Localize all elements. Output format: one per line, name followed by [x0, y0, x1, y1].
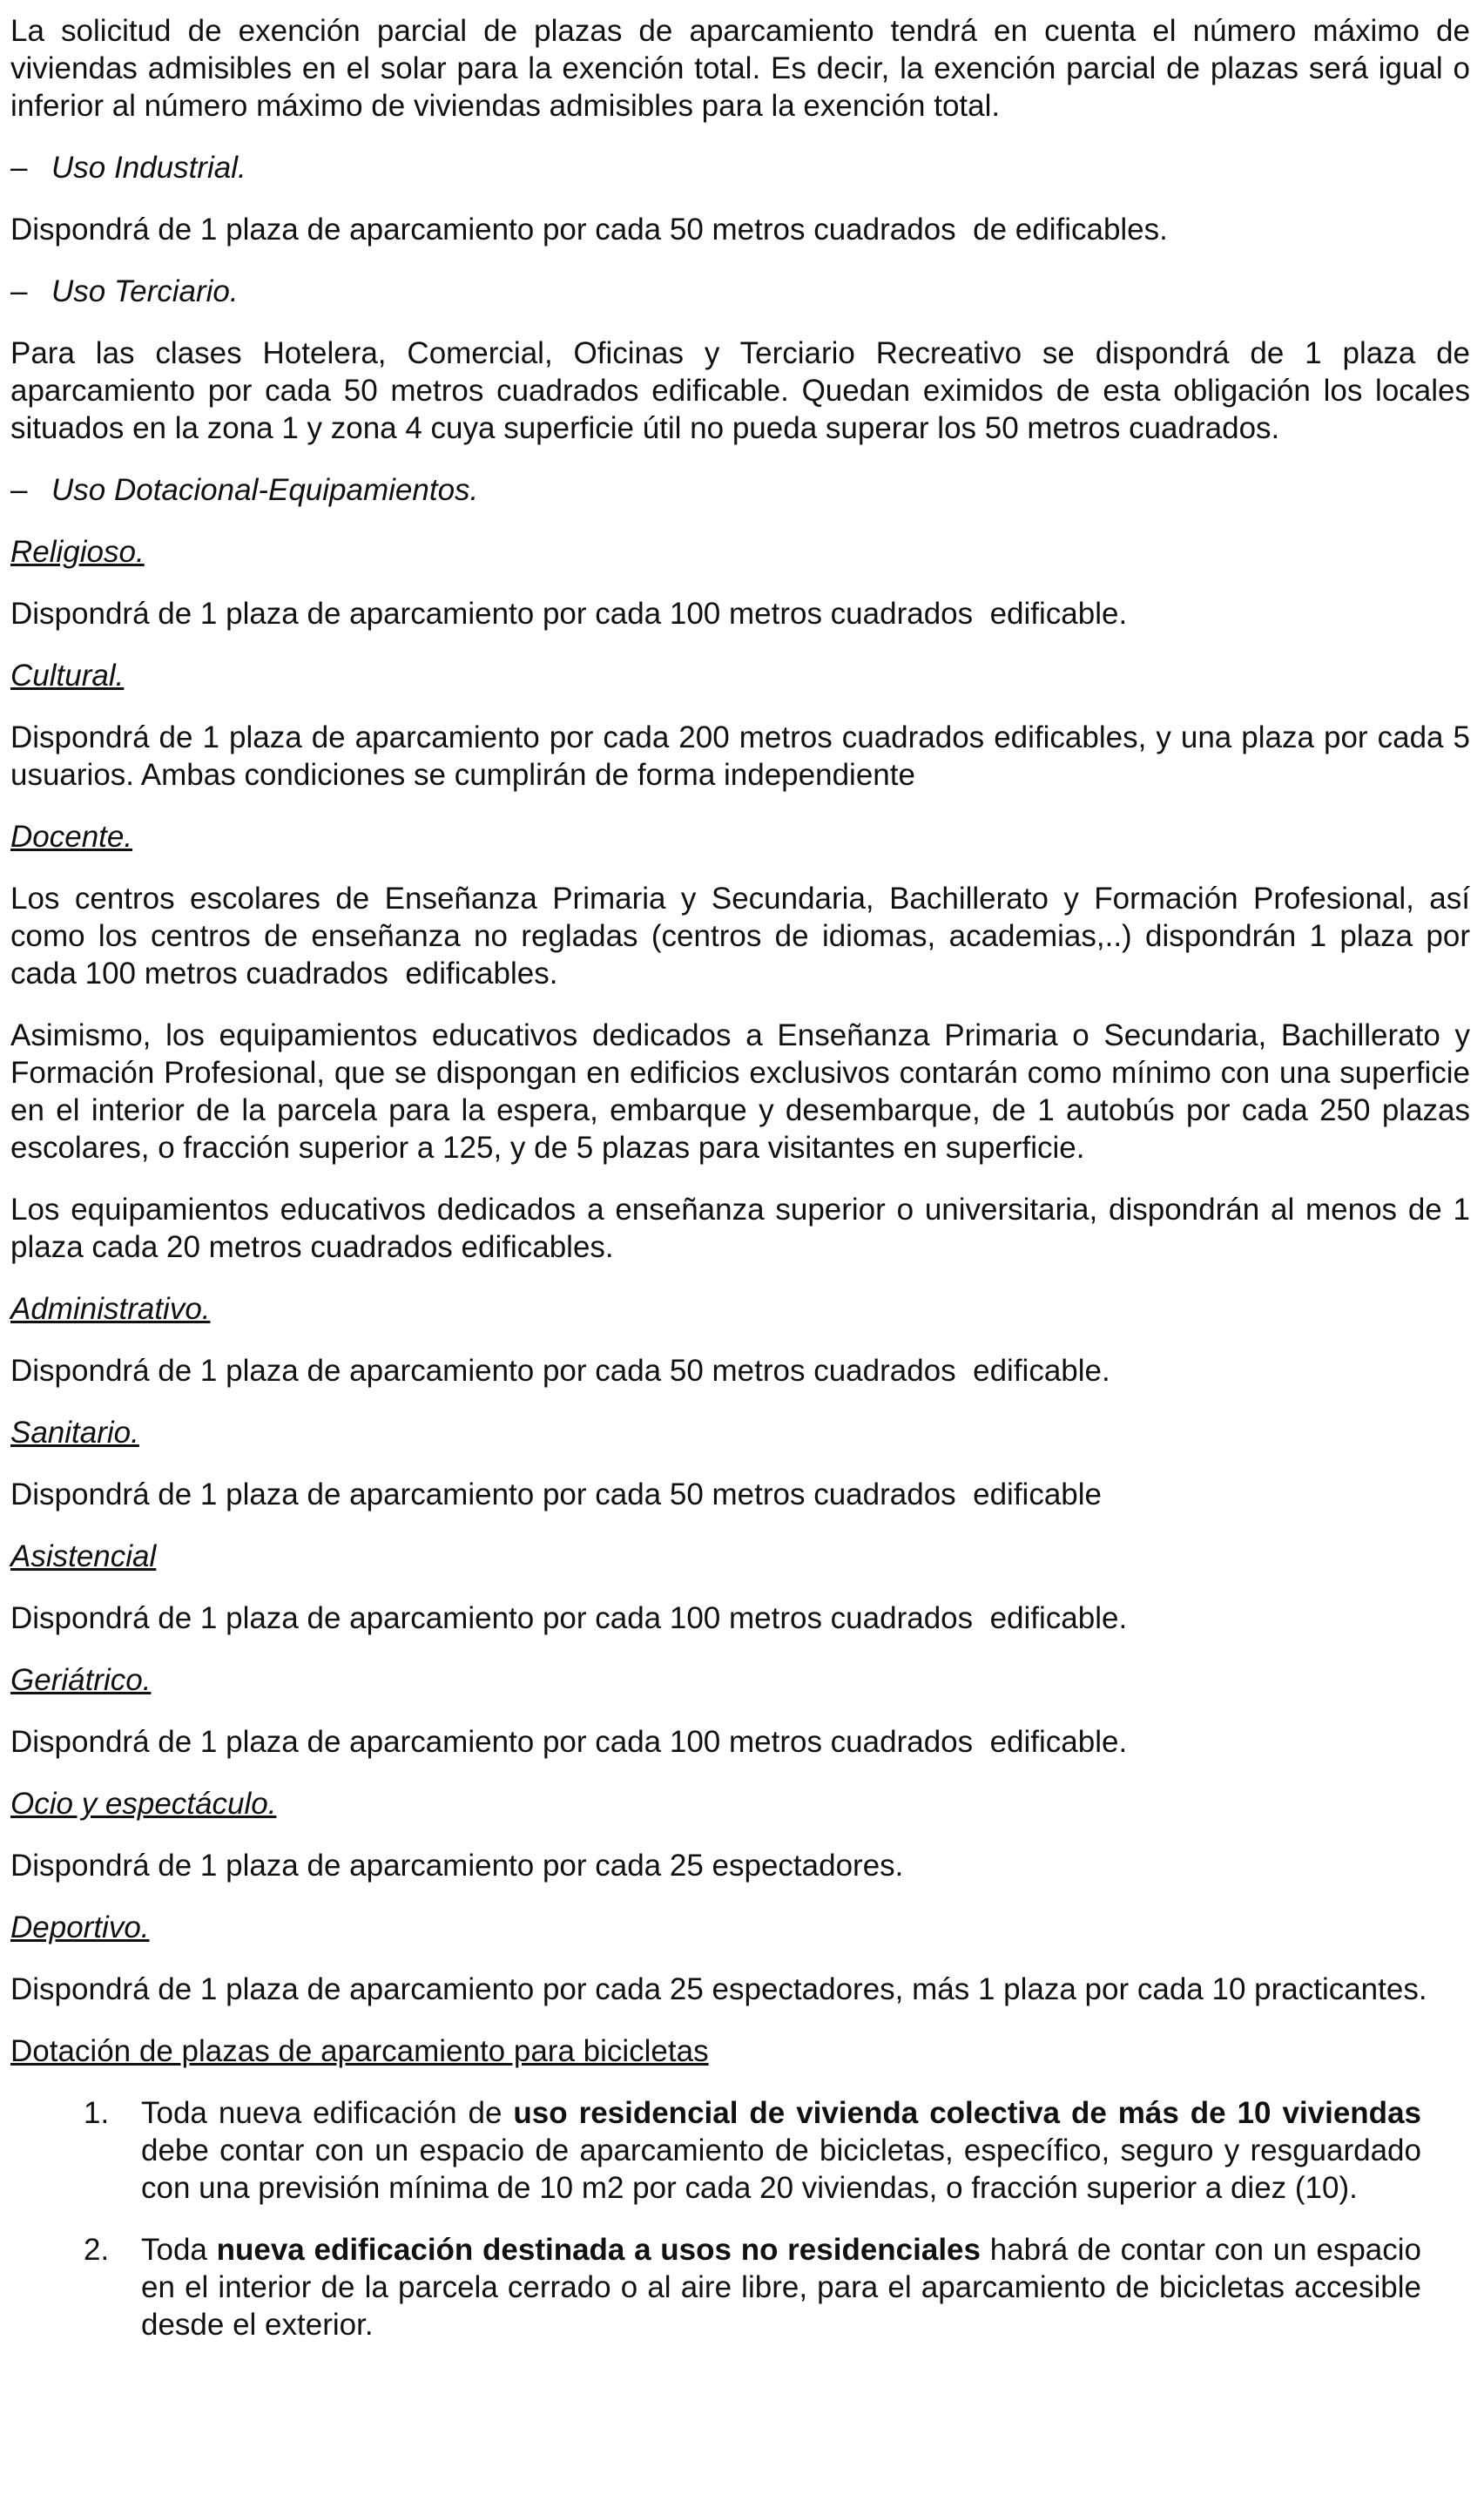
subsection-title-geriatrico: Geriátrico.: [10, 1663, 152, 1697]
administrativo-rule-paragraph: Dispondrá de 1 plaza de aparcamiento por cada 50 metros cuadrados edificable.: [10, 1354, 1110, 1388]
list-number: 1.: [84, 2096, 110, 2130]
text-segment: Toda: [141, 2233, 217, 2267]
ocio-rule-paragraph: Dispondrá de 1 plaza de aparcamiento por cada 25 espectadores.: [10, 1849, 904, 1883]
docente-rule-paragraph-2: Asimismo, los equipamientos educativos dedicados a Enseñanza Primaria o Secundaria, Bachillerato y Formación Profesional, que se dispongan en edificios exclusivos contarán como mínimo con una superficie en el interior de la parcela para la espera, embarque y desembarque, de 1 autobús por cada 250 plazas escolares, o fracción superior a 125, y de 5 plazas para visitantes en superficie.: [10, 1018, 1479, 1165]
dash-marker: –: [10, 473, 28, 507]
bicycle-item-2-text: [141, 2231, 1430, 2343]
subsection-title-sanitario: Sanitario.: [10, 1416, 139, 1450]
asistencial-rule-paragraph: Dispondrá de 1 plaza de aparcamiento por cada 100 metros cuadrados edificable.: [10, 1601, 1128, 1635]
geriatrico-rule-paragraph: Dispondrá de 1 plaza de aparcamiento por cada 100 metros cuadrados edificable.: [10, 1725, 1128, 1759]
industrial-rule-paragraph: Dispondrá de 1 plaza de aparcamiento por cada 50 metros cuadrados de edificables.: [10, 213, 1168, 247]
bicycle-list-item-2: [10, 2231, 1470, 2343]
subsection-title-docente: Docente.: [10, 820, 133, 854]
subsection-title-administrativo: Administrativo.: [10, 1292, 211, 1326]
subsection-title-deportivo: Deportivo.: [10, 1910, 150, 1944]
bicycle-list-item-1: [10, 2094, 1470, 2207]
use-label-terciario: Uso Terciario.: [51, 274, 239, 308]
text-segment-bold: uso residencial de vivienda colectiva de más de 10 viviendas: [513, 2096, 1421, 2130]
text-segment: debe contar con un espacio de aparcamiento de bicicletas, específico, seguro y resguardado con una previsión mínima de 10 m2 por cada 20 viviendas, o fracción superior a diez (10).: [141, 2096, 1430, 2205]
use-item-industrial: [10, 149, 1470, 186]
sanitario-rule-paragraph: Dispondrá de 1 plaza de aparcamiento por cada 50 metros cuadrados edificable: [10, 1478, 1102, 1511]
subsection-title-religioso: Religioso.: [10, 535, 145, 569]
subsection-title-ocio: Ocio y espectáculo.: [10, 1787, 277, 1821]
intro-paragraph: La solicitud de exención parcial de plazas de aparcamiento tendrá en cuenta el número máximo de viviendas admisibles en el solar para la exención total. Es decir, la exención parcial de plazas será igual o inferior al número máximo de viviendas admisibles para la exención total.: [10, 14, 1479, 123]
text-segment: Toda nueva edificación de: [141, 2096, 514, 2130]
dash-marker: –: [10, 151, 28, 185]
docente-rule-paragraph-3: Los equipamientos educativos dedicados a enseñanza superior o universitaria, dispondrán al menos de 1 plaza cada 20 metros cuadrados edificables.: [10, 1193, 1479, 1264]
deportivo-rule-paragraph: Dispondrá de 1 plaza de aparcamiento por cada 25 espectadores, más 1 plaza por cada 10 practicantes.: [10, 1972, 1427, 2006]
list-number: 2.: [84, 2233, 110, 2267]
terciario-rule-paragraph: Para las clases Hotelera, Comercial, Oficinas y Terciario Recreativo se dispondrá de 1 plaza de aparcamiento por cada 50 metros cuadrados edificable. Quedan eximidos de esta obligación los locales situados en la zona 1 y zona 4 cuya superficie útil no pueda superar los 50 metros cuadrados.: [10, 336, 1479, 445]
cultural-rule-paragraph: Dispondrá de 1 plaza de aparcamiento por cada 200 metros cuadrados edificables, y una plaza por cada 5 usuarios. Ambas condiciones se cumplirán de forma independiente: [10, 720, 1479, 792]
docente-rule-paragraph-1: Los centros escolares de Enseñanza Primaria y Secundaria, Bachillerato y Formación Profesional, así como los centros de enseñanza no regladas (centros de idiomas, academias,..) dispondrán 1 plaza por cada 100 metros cuadrados edificables.: [10, 882, 1479, 991]
bicycles-section-title: Dotación de plazas de aparcamiento para bicicletas: [10, 2034, 709, 2068]
dash-marker: –: [10, 274, 28, 308]
text-segment-bold: nueva edificación destinada a usos no residenciales: [216, 2233, 981, 2267]
text-segment: habrá de contar con un espacio en el interior de la parcela cerrado o al aire libre, para el aparcamiento de bicicletas accesible desde el exterior.: [141, 2233, 1430, 2342]
subsection-title-cultural: Cultural.: [10, 659, 125, 693]
subsection-title-asistencial: Asistencial: [10, 1539, 157, 1573]
religioso-rule-paragraph: Dispondrá de 1 plaza de aparcamiento por cada 100 metros cuadrados edificable.: [10, 597, 1128, 631]
use-label-industrial: Uso Industrial.: [51, 151, 246, 185]
use-item-terciario: [10, 273, 1470, 310]
bicycle-item-1-text: [141, 2094, 1430, 2207]
use-item-dotacional: [10, 471, 1470, 509]
use-label-dotacional: Uso Dotacional-Equipamientos.: [51, 473, 479, 507]
